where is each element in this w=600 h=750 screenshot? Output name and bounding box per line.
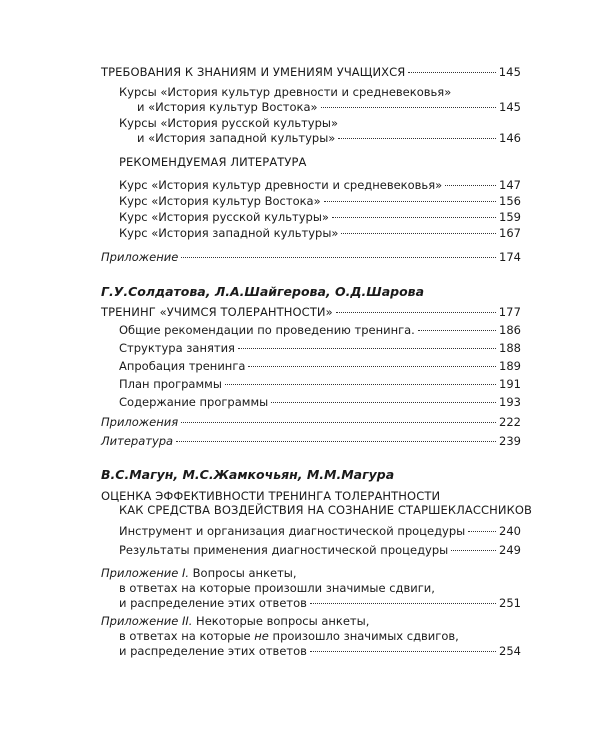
leader-dots: [341, 233, 496, 234]
toc-entry-courses1-line2: [137, 100, 521, 114]
page-number: 251: [499, 596, 521, 610]
page-number: 186: [499, 323, 521, 337]
page-number: 193: [499, 395, 521, 409]
entry-label: и «История западной культуры»: [137, 131, 336, 145]
page-number: 191: [499, 377, 521, 391]
page-number: 177: [498, 305, 521, 319]
entry-label: Курс «История культур древности и средневековья»: [119, 178, 443, 192]
page-number: 145: [498, 65, 521, 79]
toc-entry: [119, 524, 521, 538]
leader-dots: [310, 603, 496, 604]
toc-entry-lit: [119, 226, 521, 240]
page-number: 174: [499, 250, 521, 264]
appendix2-line3: [119, 644, 521, 658]
leader-dots: [310, 651, 496, 652]
leader-dots: [332, 217, 496, 218]
entry-label: Литература: [101, 434, 174, 448]
authors: В.С.Магун, М.С.Жамкочьян, М.М.Магура: [101, 467, 395, 482]
leader-dots: [418, 330, 496, 331]
toc-entry: [119, 377, 521, 391]
entry-label: Структура занятия: [119, 341, 235, 355]
toc-entry-training-title: [101, 305, 521, 319]
leader-dots: [181, 422, 496, 423]
appendix1-line3: [119, 596, 521, 610]
page-number: 167: [499, 226, 521, 240]
appendix-label: Приложение I.: [101, 566, 190, 580]
page-number: 188: [499, 341, 521, 355]
entry-label: РЕКОМЕНДУЕМАЯ ЛИТЕРАТУРА: [119, 155, 307, 169]
entry-label: Курсы «История культур древности и средневековья»: [119, 85, 452, 99]
entry-label: Апробация тренинга: [119, 359, 246, 373]
page-number: 254: [499, 644, 521, 658]
page-number: 145: [499, 100, 521, 114]
leader-dots: [324, 201, 496, 202]
entry-label: Результаты применения диагностической процедуры: [119, 543, 449, 557]
toc-entry-literature: [101, 434, 521, 448]
leader-dots: [238, 348, 496, 349]
toc-entry-lit: [119, 210, 521, 224]
page-number: 222: [499, 415, 521, 429]
page-number: 147: [499, 178, 521, 192]
toc-entry-requirements: [101, 65, 521, 79]
appendix-label: Приложение II.: [101, 614, 193, 628]
entry-label: и «История культур Востока»: [137, 100, 318, 114]
appendix1-line1: Приложение I. Вопросы анкеты,: [101, 566, 297, 580]
leader-dots: [445, 185, 496, 186]
page-number: 239: [499, 434, 521, 448]
lit-heading: [119, 155, 307, 169]
toc-entry: [119, 543, 521, 557]
leader-dots: [176, 441, 496, 442]
entry-label: Инструмент и организация диагностической процедуры: [119, 524, 466, 538]
entry-label: Приложение: [101, 250, 179, 264]
entry-label: Приложения: [101, 415, 179, 429]
section-title-line1: ОЦЕНКА ЭФФЕКТИВНОСТИ ТРЕНИНГА ТОЛЕРАНТНОСТИ: [101, 489, 441, 503]
toc-entry-lit: [119, 194, 521, 208]
page-number: 156: [499, 194, 521, 208]
toc-entry: [119, 341, 521, 355]
leader-dots: [321, 107, 497, 108]
authors: Г.У.Солдатова, Л.А.Шайгерова, О.Д.Шарова: [101, 284, 425, 299]
leader-dots: [338, 138, 496, 139]
toc-entry: [119, 323, 521, 337]
entry-label: Курс «История культур Востока»: [119, 194, 321, 208]
toc-entry-lit: [119, 178, 521, 192]
entry-label: Курс «История западной культуры»: [119, 226, 339, 240]
leader-dots: [451, 550, 496, 551]
entry-label: ТРЕНИНГ «УЧИМСЯ ТОЛЕРАНТНОСТИ»: [101, 305, 333, 319]
toc-entry-appendices: [101, 415, 521, 429]
entry-label: ТРЕБОВАНИЯ К ЗНАНИЯМ И УМЕНИЯМ УЧАЩИХСЯ: [101, 65, 406, 79]
toc-entry-courses2-line2: [137, 131, 521, 145]
leader-dots: [181, 257, 496, 258]
leader-dots: [248, 366, 496, 367]
leader-dots: [336, 312, 496, 313]
appendix2-line2: в ответах на которые не произошло значимых сдвигов,: [119, 629, 459, 643]
toc-entry-courses2-line1: [119, 116, 338, 130]
entry-label: Общие рекомендации по проведению тренинга.: [119, 323, 415, 337]
toc-entry: [119, 395, 521, 409]
leader-dots: [225, 384, 496, 385]
entry-label: Содержание программы: [119, 395, 269, 409]
appendix1-line2: в ответах на которые произошли значимые сдвиги,: [119, 581, 435, 595]
entry-label: Курсы «История русской культуры»: [119, 116, 339, 130]
toc-entry-courses1-line1: [119, 85, 451, 99]
toc-entry: [119, 359, 521, 373]
page-number: 189: [499, 359, 521, 373]
section-title-line2: КАК СРЕДСТВА ВОЗДЕЙСТВИЯ НА СОЗНАНИЕ СТАРШЕКЛАССНИКОВ: [119, 503, 533, 517]
page-number: 249: [499, 543, 521, 557]
page-number: 146: [499, 131, 521, 145]
appendix2-line1: Приложение II. Некоторые вопросы анкеты,: [101, 614, 370, 628]
leader-dots: [468, 531, 496, 532]
entry-label: и распределение этих ответов: [119, 596, 307, 610]
page-number: 240: [499, 524, 521, 538]
leader-dots: [408, 72, 495, 73]
entry-label: План программы: [119, 377, 222, 391]
entry-label: Курс «История русской культуры»: [119, 210, 329, 224]
page-number: 159: [499, 210, 521, 224]
toc-entry-appendix: [101, 250, 521, 264]
leader-dots: [271, 402, 496, 403]
entry-label: и распределение этих ответов: [119, 644, 307, 658]
